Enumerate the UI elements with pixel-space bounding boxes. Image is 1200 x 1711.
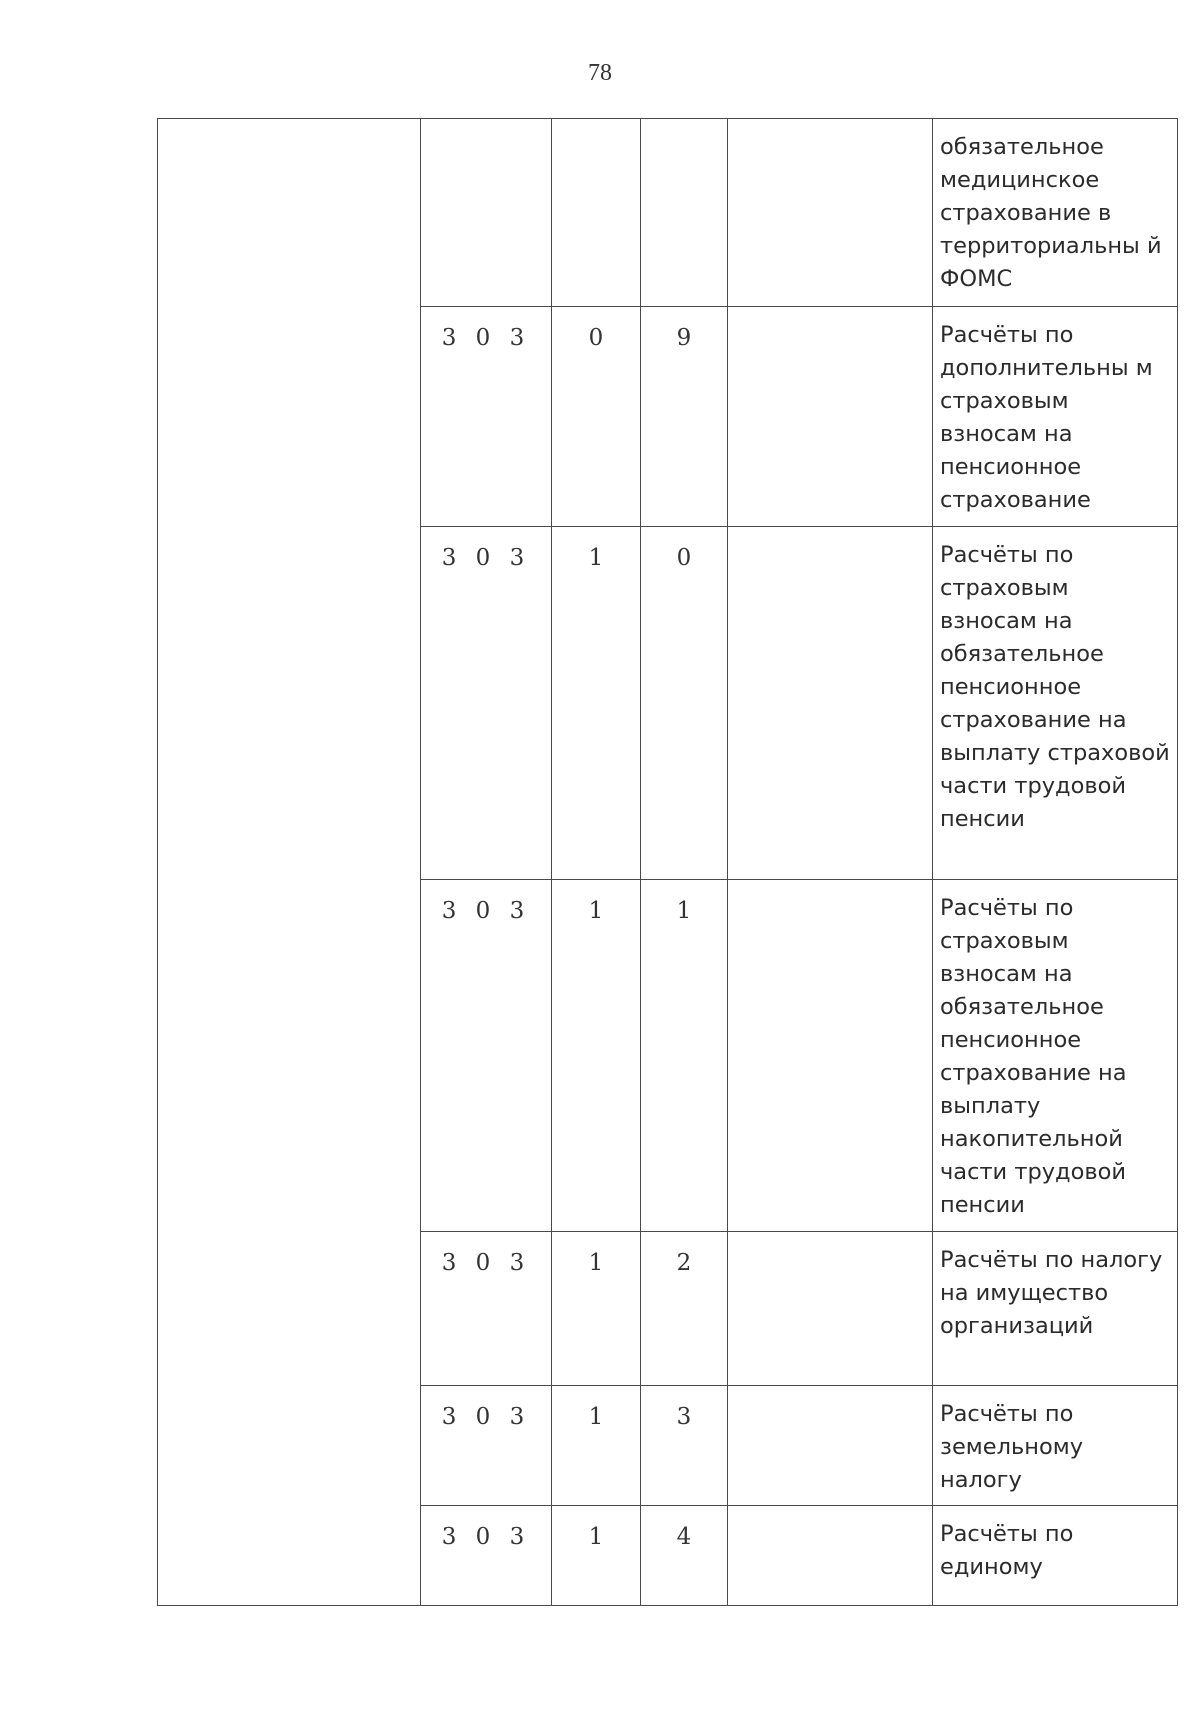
- account-digit-2-cell: [641, 119, 728, 307]
- account-digit-2-cell: 2: [641, 1232, 728, 1386]
- account-digit-1-cell: [552, 119, 641, 307]
- empty-cell: [728, 1506, 933, 1606]
- empty-cell: [728, 527, 933, 880]
- account-digit-2-cell: 4: [641, 1506, 728, 1606]
- account-description-cell: Расчёты по дополнительны м страховым взносам на пенсионное страхование: [933, 307, 1178, 527]
- empty-cell: [728, 880, 933, 1232]
- account-digit-1-cell: 0: [552, 307, 641, 527]
- account-description-cell: Расчёты по страховым взносам на обязательное пенсионное страхование на выплату накопительной части трудовой пенсии: [933, 880, 1178, 1232]
- account-code-cell: [421, 119, 552, 307]
- account-description-cell: Расчёты по страховым взносам на обязательное пенсионное страхование на выплату страховой части трудовой пенсии: [933, 527, 1178, 880]
- account-digit-1-cell: 1: [552, 527, 641, 880]
- account-code-cell: 3 0 3: [421, 880, 552, 1232]
- empty-cell: [728, 307, 933, 527]
- account-digit-1-cell: 1: [552, 1232, 641, 1386]
- account-description-cell: Расчёты по единому: [933, 1506, 1178, 1606]
- account-code-cell: 3 0 3: [421, 307, 552, 527]
- account-digit-1-cell: 1: [552, 880, 641, 1232]
- account-description-cell: Расчёты по налогу на имущество организаций: [933, 1232, 1178, 1386]
- account-code-cell: 3 0 3: [421, 527, 552, 880]
- empty-cell: [728, 119, 933, 307]
- page-number: 78: [588, 60, 612, 86]
- account-code-cell: 3 0 3: [421, 1506, 552, 1606]
- account-digit-2-cell: 9: [641, 307, 728, 527]
- empty-cell: [728, 1232, 933, 1386]
- accounts-table: [157, 118, 1178, 1606]
- account-digit-1-cell: 1: [552, 1506, 641, 1606]
- account-code-cell: 3 0 3: [421, 1232, 552, 1386]
- empty-cell: [728, 1386, 933, 1506]
- account-description-cell: Расчёты по земельному налогу: [933, 1386, 1178, 1506]
- account-digit-2-cell: 1: [641, 880, 728, 1232]
- blank-column-cell: [158, 119, 421, 1606]
- account-digit-1-cell: 1: [552, 1386, 641, 1506]
- account-code-cell: 3 0 3: [421, 1386, 552, 1506]
- account-digit-2-cell: 3: [641, 1386, 728, 1506]
- account-digit-2-cell: 0: [641, 527, 728, 880]
- table-row: [158, 119, 1178, 307]
- account-description-cell: обязательное медицинское страхование в территориальны й ФОМС: [933, 119, 1178, 307]
